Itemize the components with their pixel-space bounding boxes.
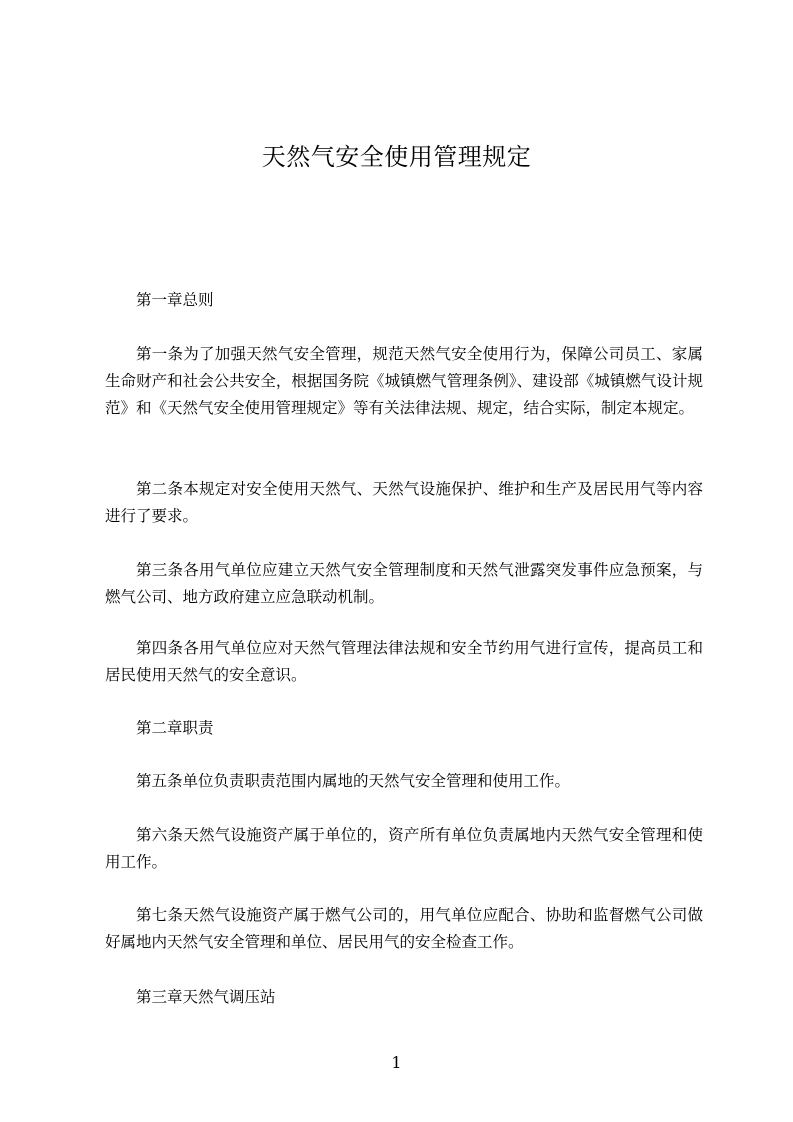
article-4: 第四条各用气单位应对天然气管理法律法规和安全节约用气进行宣传，提高员工和居民使用天然气的安全意识。 <box>105 639 703 684</box>
article-6: 第六条天然气设施资产属于单位的，资产所有单位负责属地内天然气安全管理和使用工作。 <box>105 826 703 871</box>
chapter-heading-2: 第二章职责 <box>136 719 214 737</box>
chapter-heading-3: 第三章天然气调压站 <box>136 988 276 1006</box>
article-7: 第七条天然气设施资产属于燃气公司的，用气单位应配合、协助和监督燃气公司做好属地内天然气安全管理和单位、居民用气的安全检查工作。 <box>105 906 703 951</box>
article-5: 第五条单位负责职责范围内属地的天然气安全管理和使用工作。 <box>136 772 571 790</box>
article-1: 第一条为了加强天然气安全管理，规范天然气安全使用行为，保障公司员工、家属生命财产和社会公共安全，根据国务院《城镇燃气管理条例》、建设部《城镇燃气设计规范》和《天然气安全使用管理规定》等有关法律法规、规定，结合实际，制定本规定。 <box>105 345 703 417</box>
page-number: 1 <box>391 1053 402 1072</box>
article-2: 第二条本规定对安全使用天然气、天然气设施保护、维护和生产及居民用气等内容进行了要求。 <box>105 480 703 525</box>
document-title: 天然气安全使用管理规定 <box>261 143 532 171</box>
article-3: 第三条各用气单位应建立天然气安全管理制度和天然气泄露突发事件应急预案，与燃气公司、地方政府建立应急联动机制。 <box>105 561 703 606</box>
chapter-heading-1: 第一章总则 <box>136 291 214 309</box>
